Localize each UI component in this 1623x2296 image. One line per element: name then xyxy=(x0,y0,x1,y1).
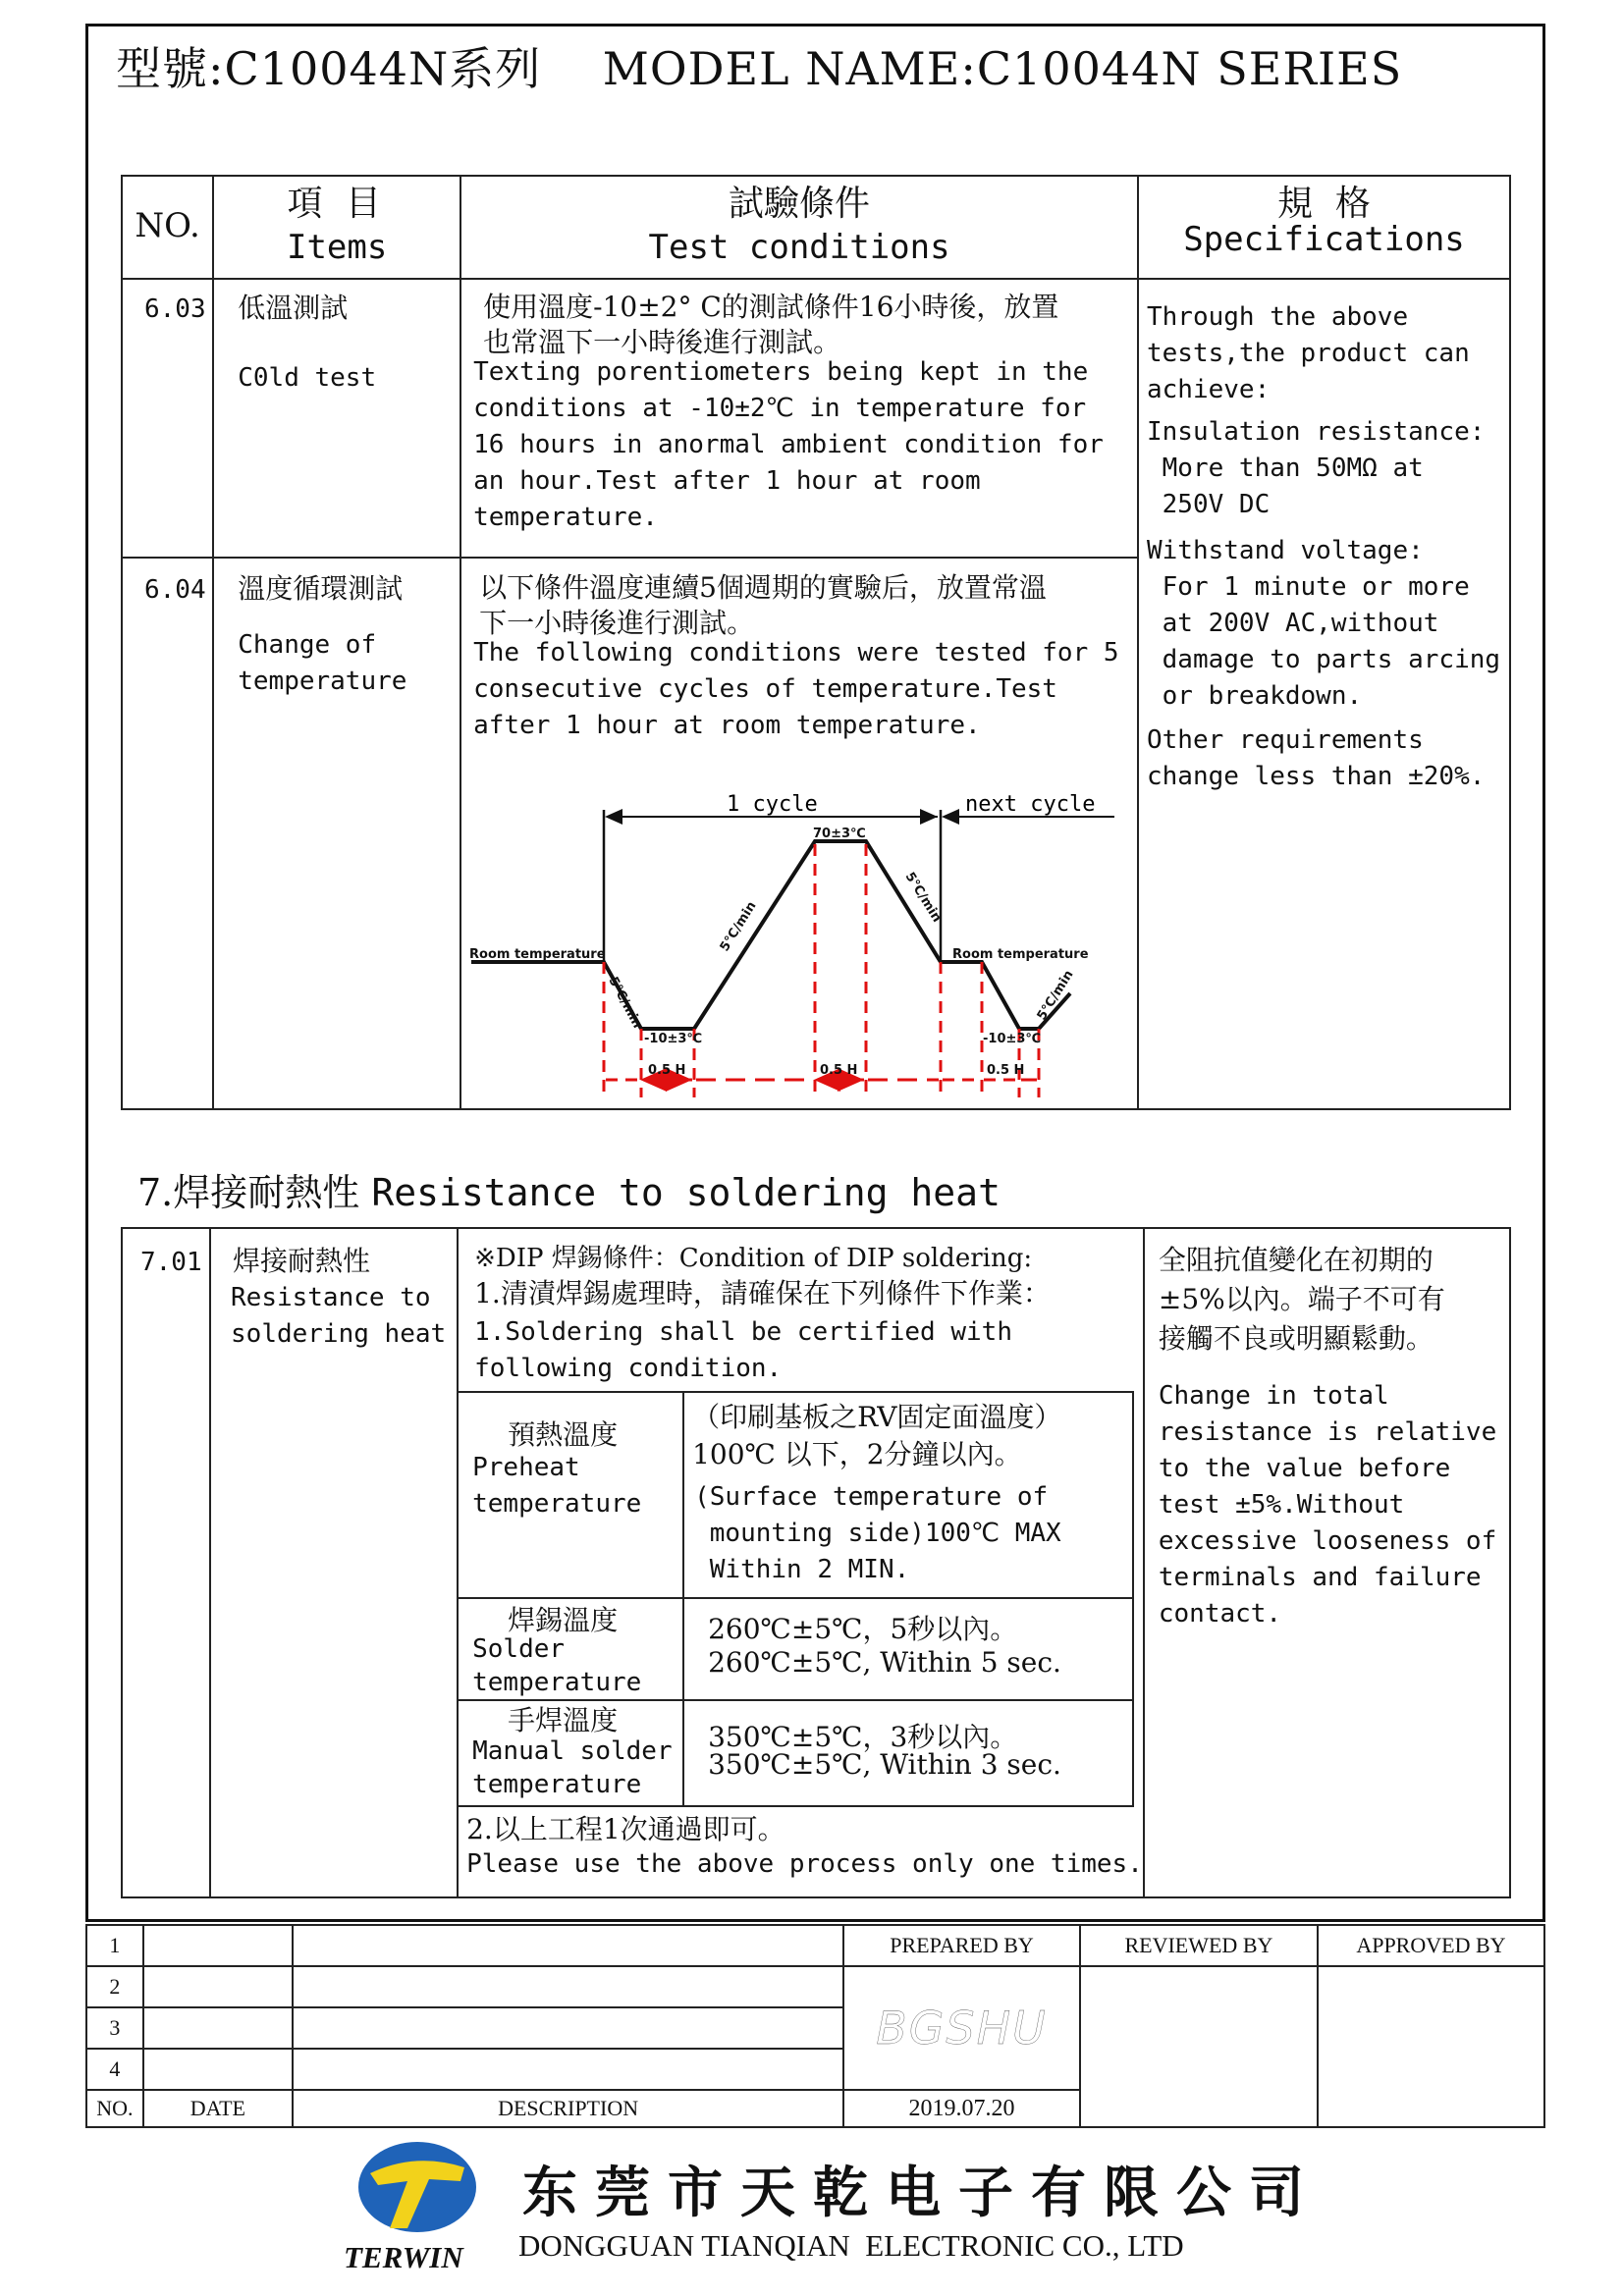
solder-value-cn: 260℃±5℃，5秒以內。 xyxy=(708,1613,1018,1645)
manual-label-en: Manual solder temperature xyxy=(472,1736,673,1799)
header-items-cell xyxy=(213,176,460,279)
row-604-item-cell xyxy=(213,558,460,1109)
room-temp-right-label: Room temperature xyxy=(952,947,1089,962)
temperature-profile-line xyxy=(471,841,1070,1032)
rev-desc-3 xyxy=(293,2007,843,2049)
terwin-logo-icon xyxy=(356,2138,479,2236)
approver-signature-cell xyxy=(1318,1966,1544,2127)
row-701-no: 7.01 xyxy=(140,1248,202,1277)
header-items-cn: 項 目 xyxy=(287,184,387,224)
prepared-date: 2019.07.20 xyxy=(843,2090,1080,2127)
temperature-cycle-diagram xyxy=(461,785,1129,1104)
solder-label-cell xyxy=(457,1598,683,1700)
row-701-cond-cell xyxy=(458,1228,1144,1897)
spec-6-insulation: Insulation resistance: More than 50MΩ at 250V DC xyxy=(1147,417,1486,519)
header-spec-cn: 規 格 xyxy=(1277,184,1371,224)
spec-7-en: Change in total resistance is relative to the value before test ±5%.Without excessive looseness of terminals and failure contact. xyxy=(1158,1381,1497,1629)
row-603-item-cn: 低溫測試 xyxy=(238,292,349,324)
revision-approval-block xyxy=(85,1924,1545,2128)
section-7-heading-en: Resistance to soldering heat xyxy=(371,1171,1001,1214)
rev-date-3 xyxy=(143,2007,293,2049)
reviewed-by-label: REVIEWED BY xyxy=(1080,1925,1318,1966)
test-table-7 xyxy=(121,1227,1511,1898)
row-603-item-cell xyxy=(213,279,460,558)
col-no-label: NO. xyxy=(86,2090,143,2127)
rate-label-1: 5℃/min xyxy=(605,974,645,1032)
room-temp-left-label: Room temperature xyxy=(469,947,606,962)
row-603-cond-cn: 使用溫度-10±2° C的測試條件16小時後，放置 也常溫下一小時後進行測試。 xyxy=(483,291,1059,358)
manual-value-cell xyxy=(683,1700,1133,1806)
preheat-label-cn: 預熱溫度 xyxy=(508,1418,619,1451)
spec-6-cell xyxy=(1138,279,1510,1109)
preheat-value-cn: （印刷基板之RV固定面溫度） 100℃ 以下，2分鐘以內。 xyxy=(692,1401,1062,1470)
one-cycle-label: 1 cycle xyxy=(727,792,818,817)
manual-label-cell xyxy=(457,1700,683,1806)
col-date-label: DATE xyxy=(143,2090,293,2127)
company-name-en: DONGGUAN TIANQIAN ELECTRONIC CO., LTD xyxy=(518,2228,1184,2263)
solder-label-cn: 焊錫溫度 xyxy=(508,1604,619,1636)
row-604-cond-en: The following conditions were tested for 5 consecutive cycles of temperature.Test after 1 hour at room temperature. xyxy=(473,638,1119,740)
low-temp-label-2: -10±3℃ xyxy=(983,1032,1042,1046)
row-603-cond-cell xyxy=(460,279,1138,558)
preheat-label-cell xyxy=(457,1392,683,1598)
header-spec-cell xyxy=(1138,176,1510,279)
spec-6-other: Other requirements change less than ±20%. xyxy=(1147,725,1486,791)
spec-6-withstand: Withstand voltage: For 1 minute or more at 200V AC,without damage to parts arcing or breakdown. xyxy=(1147,536,1501,711)
row-604-no: 6.04 xyxy=(144,575,206,605)
header-no-cell xyxy=(122,176,213,279)
row-603-no: 6.03 xyxy=(144,294,206,324)
manual-value-cn: 350℃±5℃，3秒以內。 xyxy=(708,1721,1018,1753)
preheat-value-cell xyxy=(683,1392,1133,1598)
rev-desc-1 xyxy=(293,1925,843,1966)
header-conditions-cn: 試驗條件 xyxy=(729,184,871,224)
manual-label-cn: 手焊溫度 xyxy=(508,1704,619,1736)
rev-date-2 xyxy=(143,1966,293,2007)
next-cycle-label: next cycle xyxy=(965,792,1096,817)
hold-label-1: 0.5 H xyxy=(648,1063,686,1078)
row-603-cond-en: Texting porentiometers being kept in the conditions at -10±2℃ in temperature for 16 hours in anormal ambient condition for an hour.Test after 1 hour at room temperature. xyxy=(473,357,1104,532)
signature-cell xyxy=(843,1966,1080,2090)
header-conditions-en: Test conditions xyxy=(648,228,950,267)
rev-no-4: 4 xyxy=(86,2049,143,2090)
rev-date-4 xyxy=(143,2049,293,2090)
section-7-heading xyxy=(137,1162,1001,1216)
cond1-cn: 1.清漬焊錫處理時，請確保在下列條件下作業： xyxy=(474,1277,1051,1309)
spec-6-intro: Through the above tests,the product can achieve: xyxy=(1147,302,1470,404)
high-temp-label: 70±3℃ xyxy=(813,827,866,841)
low-temp-label-1: -10±3℃ xyxy=(644,1032,703,1046)
row-701-item-cn: 焊接耐熱性 xyxy=(233,1245,371,1277)
rev-date-1 xyxy=(143,1925,293,1966)
col-description-label: DESCRIPTION xyxy=(293,2090,843,2127)
rev-desc-4 xyxy=(293,2049,843,2090)
row-604-cond-cn: 以下條件溫度連續5個週期的實驗后，放置常溫 下一小時後進行測試。 xyxy=(479,571,1047,639)
hold-label-2: 0.5 H xyxy=(820,1063,858,1078)
preheat-label-en: Preheat temperature xyxy=(472,1453,642,1519)
rate-label-4: 5℃/min xyxy=(1034,968,1077,1024)
soldering-subtable xyxy=(457,1391,1134,1807)
row-603-no-cell xyxy=(122,279,213,558)
row-701-no-cell xyxy=(122,1228,210,1897)
header-items-en: Items xyxy=(286,228,388,267)
rate-label-3: 5℃/min xyxy=(901,870,945,926)
preheat-value-en: (Surface temperature of mounting side)100℃ MAX Within 2 MIN. xyxy=(694,1482,1061,1584)
rev-desc-2 xyxy=(293,1966,843,2007)
hold-label-3: 0.5 H xyxy=(987,1063,1025,1078)
page-title: 型號:C10044N系列 MODEL NAME:C10044N SERIES xyxy=(116,42,1403,95)
row-604-item-cn: 溫度循環測試 xyxy=(238,572,404,605)
phase-dividers xyxy=(604,844,1042,1097)
manual-value-en: 350℃±5℃, Within 3 sec. xyxy=(708,1748,1061,1781)
section-7-heading-cn: 7.焊接耐熱性 xyxy=(137,1171,360,1214)
spec-7-cn: 全阻抗值變化在初期的 ±5%以內。端子不可有 接觸不良或明顯鬆動。 xyxy=(1158,1244,1445,1355)
row-604-no-cell xyxy=(122,558,213,1109)
solder-value-en: 260℃±5℃, Within 5 sec. xyxy=(708,1646,1061,1679)
row-701-item-cell xyxy=(210,1228,458,1897)
brand-name: TERWIN xyxy=(344,2240,463,2274)
row-603-item-en: C0ld test xyxy=(238,363,377,393)
rev-no-2: 2 xyxy=(86,1966,143,2007)
dip-condition-line: ※DIP 焊錫條件：Condition of DIP soldering: xyxy=(474,1244,1033,1273)
rev-no-1: 1 xyxy=(86,1925,143,1966)
header-spec-en: Specifications xyxy=(1183,220,1465,259)
row-701-item-en: Resistance to soldering heat xyxy=(231,1283,447,1349)
solder-label-en: Solder temperature xyxy=(472,1634,642,1697)
prepared-by-label: PREPARED BY xyxy=(843,1925,1080,1966)
cond2-en: Please use the above process only one times. xyxy=(466,1849,1143,1879)
cond1-en: 1.Soldering shall be certified with following condition. xyxy=(474,1317,1012,1383)
company-name-cn: 东莞市天乾电子有限公司 xyxy=(522,2161,1322,2225)
approved-by-label: APPROVED BY xyxy=(1318,1925,1544,1966)
row-604-item-en: Change of temperature xyxy=(238,630,407,696)
rate-label-2: 5℃/min xyxy=(717,899,760,955)
header-conditions-cell xyxy=(460,176,1138,279)
row-701-spec-cell xyxy=(1144,1228,1510,1897)
reviewer-signature-cell xyxy=(1080,1966,1318,2127)
rev-no-3: 3 xyxy=(86,2007,143,2049)
cond2-cn: 2.以上工程1次通過即可。 xyxy=(466,1813,785,1845)
header-no: NO. xyxy=(135,206,200,245)
solder-value-cell xyxy=(683,1598,1133,1700)
preparer-signature: BGSHU xyxy=(876,2002,1048,2055)
